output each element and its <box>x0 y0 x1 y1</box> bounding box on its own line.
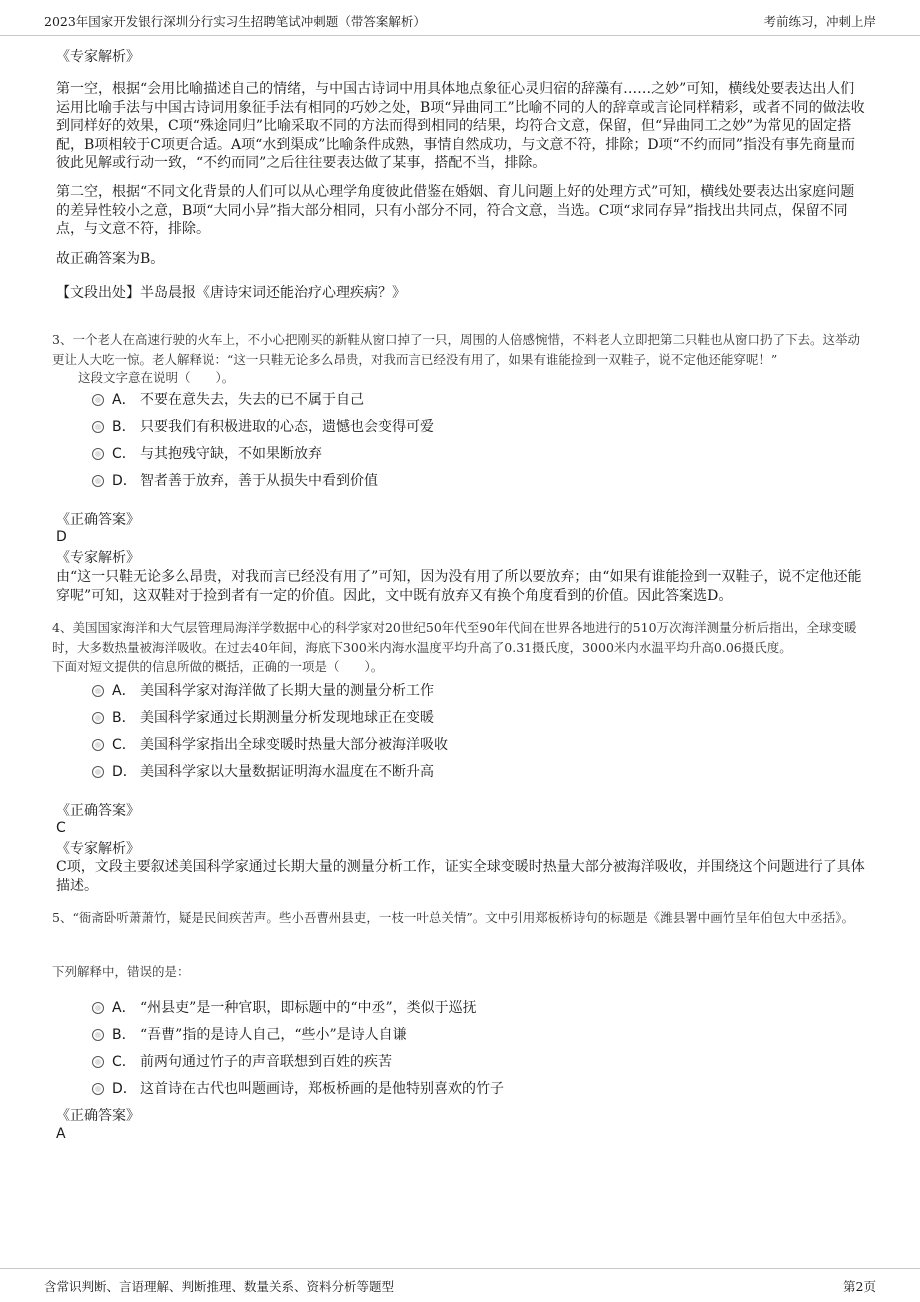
option-letter: B． <box>112 710 136 726</box>
option-text: 不要在意失去，失去的已不属于自己 <box>140 392 364 408</box>
radio-icon[interactable] <box>92 766 104 778</box>
q4-prompt: 下面对短文提供的信息所做的概括，正确的一项是（ ）。 <box>52 659 384 674</box>
q3-option-d[interactable] <box>92 470 378 490</box>
q3-analysis: 由“这一只鞋无论多么昂贵，对我而言已经没有用了”可知，因为没有用了所以要放弃；由“如果有谁能捡到一双鞋子，说不定他还能穿呢”可知，这双鞋对于捡到者有一定的价值。因此，文中既有放弃又有换个角度看到的价值。因此答案选D。 <box>56 569 862 604</box>
radio-icon[interactable] <box>92 712 104 724</box>
q5-answer: A <box>56 1126 66 1142</box>
option-text: 美国科学家通过长期测量分析发现地球正在变暖 <box>140 710 434 726</box>
q2-analysis-label: 《专家解析》 <box>56 49 140 65</box>
radio-icon[interactable] <box>92 1002 104 1014</box>
q4-answer: C <box>56 820 66 836</box>
radio-icon[interactable] <box>92 1083 104 1095</box>
option-text: “吾曹”指的是诗人自己，“些小”是诗人自谦 <box>140 1027 407 1043</box>
radio-icon[interactable] <box>92 739 104 751</box>
page-footer <box>0 1268 920 1302</box>
q4-option-a[interactable] <box>92 680 434 700</box>
option-letter: D． <box>112 1081 137 1097</box>
option-text: “州县吏”是一种官职，即标题中的“中丞”，类似于巡抚 <box>140 1000 477 1016</box>
q5-prompt: 下列解释中，错误的是： <box>52 964 190 979</box>
option-text: 智者善于放弃，善于从损失中看到价值 <box>140 473 378 489</box>
option-text: 美国科学家指出全球变暖时热量大部分被海洋吸收 <box>140 737 448 753</box>
option-letter: D． <box>112 473 137 489</box>
option-text: 前两句通过竹子的声音联想到百姓的疾苦 <box>140 1054 392 1070</box>
radio-icon[interactable] <box>92 448 104 460</box>
option-letter: D． <box>112 764 137 780</box>
radio-icon[interactable] <box>92 394 104 406</box>
q3-option-b[interactable] <box>92 416 434 436</box>
option-text: 与其抱残守缺，不如果断放弃 <box>140 446 322 462</box>
radio-icon[interactable] <box>92 1029 104 1041</box>
q3-answer: D <box>56 529 67 545</box>
q2-analysis-para2: 第二空，根据“不同文化背景的人们可以从心理学角度彼此借鉴在婚姻、育儿问题上好的处理方式”可知，横线处要表达出家庭问题的差异性较小之意，B项“大同小异”指大部分相同，只有小部分不同，符合文意，当选。C项“求同存异”指找出共同点，保留不同点，与文意不符，排除。 <box>56 184 855 237</box>
option-text: 只要我们有积极进取的心态，遗憾也会变得可爱 <box>140 419 434 435</box>
q3-option-a[interactable] <box>92 389 364 409</box>
q4-stem: 4、美国国家海洋和大气层管理局海洋学数据中心的科学家对20世纪50年代至90年代间在世界各地进行的510万次海洋测量分析后指出，全球变暖时，大多数热量被海洋吸收。在过去40年间，海底下300米内海水温度平均升高了0.31摄氏度，3000米内水温平均升高0.06摄氏度。 <box>52 620 857 655</box>
option-letter: A． <box>112 683 136 699</box>
radio-icon[interactable] <box>92 685 104 697</box>
q3-prompt: 这段文字意在说明（ ）。 <box>78 370 235 385</box>
radio-icon[interactable] <box>92 421 104 433</box>
page-number: 第2页 <box>843 1279 876 1294</box>
radio-icon[interactable] <box>92 1056 104 1068</box>
option-letter: C． <box>112 1054 136 1070</box>
q3-analysis-label: 《专家解析》 <box>56 550 140 566</box>
option-text: 美国科学家对海洋做了长期大量的测量分析工作 <box>140 683 434 699</box>
q5-option-b[interactable] <box>92 1024 407 1044</box>
footer-description: 含常识判断、言语理解、判断推理、数量关系、资料分析等题型 <box>44 1279 395 1294</box>
q2-source: 【文段出处】半岛晨报《唐诗宋词还能治疗心理疾病？》 <box>56 285 406 301</box>
q4-option-b[interactable] <box>92 707 434 727</box>
q3-stem: 3、一个老人在高速行驶的火车上，不小心把刚买的新鞋从窗口掉了一只，周围的人倍感惋惜，不料老人立即把第二只鞋也从窗口扔了下去。这举动更让人大吃一惊。老人解释说：“这一只鞋无论多么昂贵，对我而言已经没有用了，如果有谁能捡到一双鞋子，说不定他还能穿呢！” <box>52 332 860 367</box>
q4-answer-label: 《正确答案》 <box>56 803 140 819</box>
option-text: 这首诗在古代也叫题画诗，郑板桥画的是他特别喜欢的竹子 <box>140 1081 504 1097</box>
q2-analysis-para1: 第一空，根据“会用比喻描述自己的情绪，与中国古诗词中用具体地点象征心灵归宿的辞藻有……之妙”可知，横线处要表达出人们运用比喻手法与中国古诗词用象征手法有相同的巧妙之处，B项“异曲同工”比喻不同的人的辞章或言论同样精彩，或者不同的做法收到同样好的效果，C项“殊途同归”比喻采取不同的方法而得到相同的结果，均符合文意，保留，但“异曲同工之妙”为常见的固定搭配，B项相较于C项更合适。A项“水到渠成”比喻条件成熟，事情自然成功，与文意不符，排除；D项“不约而同”指没有事先商量而彼此见解或行动一致，“不约而同”之后往往要表达做了某事，搭配不当，排除。 <box>56 81 865 171</box>
option-letter: B． <box>112 1027 136 1043</box>
q5-stem: 5、“衙斋卧听萧萧竹，疑是民间疾苦声。些小吾曹州县吏，一枝一叶总关情”。文中引用郑板桥诗句的标题是《潍县署中画竹呈年伯包大中丞括》。 <box>52 910 854 925</box>
q4-analysis-label: 《专家解析》 <box>56 841 140 857</box>
q5-option-a[interactable] <box>92 997 477 1017</box>
q5-option-c[interactable] <box>92 1051 392 1071</box>
q4-option-c[interactable] <box>92 734 448 754</box>
q5-answer-label: 《正确答案》 <box>56 1108 140 1124</box>
option-letter: C． <box>112 737 136 753</box>
option-letter: C． <box>112 446 136 462</box>
q4-analysis: C项，文段主要叙述美国科学家通过长期大量的测量分析工作，证实全球变暖时热量大部分被海洋吸收，并围绕这个问题进行了具体描述。 <box>56 859 865 894</box>
option-letter: A． <box>112 1000 136 1016</box>
q4-option-d[interactable] <box>92 761 434 781</box>
page-header <box>0 0 920 36</box>
radio-icon[interactable] <box>92 475 104 487</box>
q2-conclusion: 故正确答案为B。 <box>56 251 165 267</box>
header-slogan: 考前练习，冲刺上岸 <box>763 14 876 29</box>
option-letter: A． <box>112 392 136 408</box>
option-text: 美国科学家以大量数据证明海水温度在不断升高 <box>140 764 434 780</box>
q5-option-d[interactable] <box>92 1078 504 1098</box>
q3-option-c[interactable] <box>92 443 322 463</box>
q3-answer-label: 《正确答案》 <box>56 512 140 528</box>
document-title: 2023年国家开发银行深圳分行实习生招聘笔试冲刺题（带答案解析） <box>44 14 426 29</box>
option-letter: B． <box>112 419 136 435</box>
